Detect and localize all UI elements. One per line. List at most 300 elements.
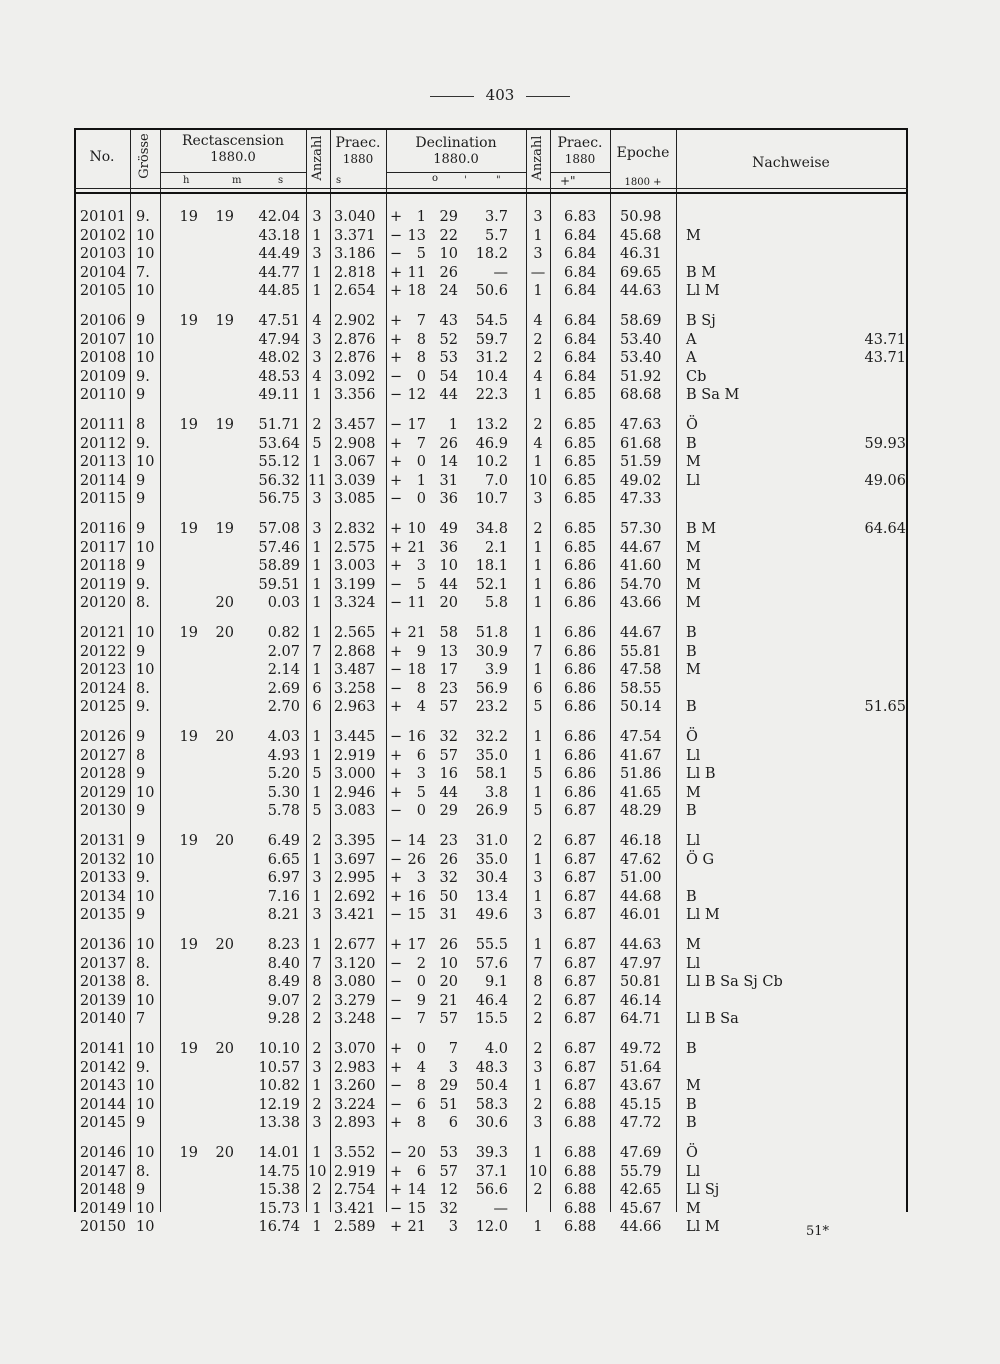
cell-n: 1 <box>312 576 322 593</box>
cell-d: 21 <box>407 539 426 556</box>
cell-no: 20129 <box>79 784 126 801</box>
cell-sg: − <box>390 576 403 593</box>
cell-pd: 6.87 <box>564 888 597 905</box>
cell-dm: 6 <box>448 1115 458 1132</box>
cell-n: 1 <box>312 595 322 612</box>
cell-ds: 30.4 <box>475 870 508 887</box>
cell-ep: 44.67 <box>620 625 662 641</box>
cell-mag: 8 <box>136 417 146 433</box>
cell-dm: 23 <box>439 680 458 697</box>
cell-sg: + <box>390 937 403 953</box>
cell-pd: 6.87 <box>564 803 597 820</box>
cell-pra: 3.224 <box>334 1096 376 1113</box>
cell-pd: 6.85 <box>564 454 597 471</box>
cell-dm: 54 <box>439 368 458 385</box>
table-row <box>74 282 908 300</box>
cell-d: 9 <box>416 643 426 660</box>
cell-mag: 10 <box>136 350 155 367</box>
cell-pd: 6.84 <box>564 264 597 281</box>
table-row <box>74 227 908 245</box>
cell-pra: 3.186 <box>334 246 376 263</box>
table-row <box>74 472 908 490</box>
cell-pra: 3.260 <box>334 1078 376 1095</box>
cell-n2: 4 <box>533 368 543 385</box>
cell-m: 20 <box>215 595 234 612</box>
cell-mag: 9 <box>136 491 146 508</box>
cell-s: 44.85 <box>258 283 300 300</box>
cell-n2: 2 <box>533 331 543 348</box>
cell-nw: B Sa M <box>686 387 740 404</box>
cell-ds: 31.0 <box>475 833 508 849</box>
cell-ds: 12.0 <box>475 1219 508 1236</box>
cell-mag: 10 <box>136 625 155 641</box>
cell-ep: 50.98 <box>620 209 662 225</box>
cell-pd: 6.87 <box>564 833 597 849</box>
cell-s: 15.38 <box>258 1182 300 1199</box>
cell-nw: A <box>686 350 697 367</box>
cell-pra: 2.876 <box>334 331 376 348</box>
header-no: No. <box>89 149 115 165</box>
cell-pd: 6.88 <box>564 1163 597 1180</box>
cell-ep: 50.14 <box>620 699 662 716</box>
cell-s: 5.20 <box>267 766 300 783</box>
cell-ep: 51.92 <box>620 368 662 385</box>
cell-s: 57.08 <box>258 521 300 537</box>
cell-n2: 5 <box>533 766 543 783</box>
cell-ep: 44.68 <box>620 888 662 905</box>
cell-m: 20 <box>215 1145 234 1161</box>
table-row <box>74 1010 908 1028</box>
cell-dm: 49 <box>439 521 458 537</box>
cell-h: 19 <box>179 313 198 329</box>
table-row <box>74 1144 908 1162</box>
cell-s: 47.51 <box>258 313 300 329</box>
table-row <box>74 1040 908 1058</box>
table-row <box>74 264 908 282</box>
table-row <box>74 245 908 263</box>
cell-n2: 10 <box>528 1163 548 1180</box>
header-decl-sec: " <box>496 175 501 186</box>
cell-ds: 10.4 <box>475 368 508 385</box>
cell-ds: 52.1 <box>475 576 508 593</box>
cell-mag: 9. <box>136 209 150 225</box>
cell-ex: 51.65 <box>864 699 906 716</box>
cell-pd: 6.88 <box>564 1200 597 1217</box>
cell-sg: + <box>390 435 403 452</box>
table-row <box>74 973 908 991</box>
cell-ep: 48.29 <box>620 803 662 820</box>
table-row <box>74 349 908 367</box>
cell-pd: 6.86 <box>564 747 597 764</box>
cell-dm: 44 <box>439 784 458 801</box>
cell-mag: 9. <box>136 368 150 385</box>
catalogue-table <box>74 128 908 1236</box>
cell-pd: 6.86 <box>564 558 597 575</box>
cell-no: 20127 <box>79 747 126 764</box>
cell-pra: 3.487 <box>334 662 376 679</box>
cell-mag: 9 <box>136 313 146 329</box>
cell-pd: 6.85 <box>564 491 597 508</box>
cell-ep: 68.68 <box>620 387 662 404</box>
cell-dm: 12 <box>439 1182 458 1199</box>
cell-pra: 2.868 <box>334 643 376 660</box>
cell-ds: 55.5 <box>475 937 508 953</box>
cell-pra: 3.395 <box>334 833 376 849</box>
cell-n: 2 <box>312 1096 322 1113</box>
cell-s: 6.49 <box>267 833 300 849</box>
cell-mag: 8. <box>136 1163 150 1180</box>
cell-sg: − <box>390 368 403 385</box>
cell-d: 14 <box>407 1182 426 1199</box>
cell-n: 2 <box>312 1182 322 1199</box>
cell-pd: 6.87 <box>564 851 597 868</box>
cell-ds: 5.8 <box>484 595 508 612</box>
cell-pd: 6.87 <box>564 907 597 924</box>
cell-mag: 7 <box>136 1011 146 1028</box>
cell-ds: 26.9 <box>475 803 508 820</box>
page-number: 403 <box>0 86 1000 104</box>
cell-dm: 43 <box>439 313 458 329</box>
table-row <box>74 1114 908 1132</box>
cell-d: 15 <box>407 1200 426 1217</box>
cell-no: 20132 <box>79 851 126 868</box>
cell-d: 8 <box>416 350 426 367</box>
cell-no: 20149 <box>79 1200 126 1217</box>
cell-n: 6 <box>312 680 322 697</box>
cell-ep: 55.81 <box>620 643 662 660</box>
cell-pra: 3.000 <box>334 766 376 783</box>
cell-n2: 1 <box>533 729 543 745</box>
cell-h: 19 <box>179 729 198 745</box>
table-row <box>74 936 908 954</box>
cell-d: 18 <box>407 662 426 679</box>
table-row <box>74 416 908 434</box>
cell-sg: + <box>390 558 403 575</box>
cell-n: 2 <box>312 1041 322 1057</box>
cell-pra: 2.589 <box>334 1219 376 1236</box>
table-row <box>74 955 908 973</box>
cell-no: 20114 <box>79 472 126 489</box>
cell-sg: + <box>390 699 403 716</box>
cell-no: 20135 <box>79 907 126 924</box>
cell-ds: 13.2 <box>475 417 508 433</box>
cell-nw: B M <box>686 264 717 281</box>
cell-pd: 6.84 <box>564 313 597 329</box>
cell-h: 19 <box>179 209 198 225</box>
cell-ep: 44.66 <box>620 1219 662 1236</box>
cell-ep: 49.02 <box>620 472 662 489</box>
cell-m: 19 <box>215 209 234 225</box>
cell-n2: 1 <box>533 851 543 868</box>
cell-nw: Ö <box>686 1145 698 1161</box>
cell-sg: + <box>390 283 403 300</box>
cell-ds: 4.0 <box>484 1041 508 1057</box>
cell-dm: 50 <box>439 888 458 905</box>
cell-ds: — <box>493 1200 508 1217</box>
cell-s: 58.89 <box>258 558 300 575</box>
cell-nw: B <box>686 803 697 820</box>
cell-n2: 3 <box>533 1059 543 1076</box>
cell-ds: 23.2 <box>475 699 508 716</box>
cell-pra: 3.199 <box>334 576 376 593</box>
cell-s: 13.38 <box>258 1115 300 1132</box>
cell-no: 20109 <box>79 368 126 385</box>
cell-s: 49.11 <box>258 387 300 404</box>
cell-pra: 2.919 <box>334 1163 376 1180</box>
cell-n2: 4 <box>533 313 543 329</box>
cell-pd: 6.84 <box>564 227 597 244</box>
table-row <box>74 1096 908 1114</box>
cell-n: 1 <box>312 625 322 641</box>
table-row <box>74 490 908 508</box>
cell-mag: 10 <box>136 992 155 1009</box>
cell-no: 20139 <box>79 992 126 1009</box>
cell-no: 20138 <box>79 974 126 991</box>
cell-no: 20128 <box>79 766 126 783</box>
table-row <box>74 698 908 716</box>
cell-no: 20118 <box>79 558 126 575</box>
cell-pd: 6.86 <box>564 680 597 697</box>
table-row <box>74 1218 908 1236</box>
cell-pd: 6.86 <box>564 662 597 679</box>
cell-nw: M <box>686 1078 701 1095</box>
cell-nw: Ll B <box>686 766 716 783</box>
cell-pra: 2.654 <box>334 283 376 300</box>
cell-n2: 1 <box>533 227 543 244</box>
cell-d: 13 <box>407 227 426 244</box>
cell-sg: + <box>390 350 403 367</box>
cell-pra: 3.080 <box>334 974 376 991</box>
header-ra-m: m <box>232 175 242 186</box>
cell-n: 3 <box>312 209 322 225</box>
cell-mag: 8 <box>136 747 146 764</box>
cell-d: 5 <box>416 784 426 801</box>
cell-ep: 44.67 <box>620 539 662 556</box>
cell-nw: Ll <box>686 955 701 972</box>
cell-pra: 2.946 <box>334 784 376 801</box>
cell-ds: 15.5 <box>475 1011 508 1028</box>
cell-h: 19 <box>179 417 198 433</box>
table-row <box>74 435 908 453</box>
cell-n: 1 <box>312 1219 322 1236</box>
cell-dm: 51 <box>439 1096 458 1113</box>
cell-pd: 6.87 <box>564 1011 597 1028</box>
cell-pra: 3.258 <box>334 680 376 697</box>
cell-nw: B <box>686 888 697 905</box>
cell-n2: 7 <box>533 955 543 972</box>
cell-sg: + <box>390 1041 403 1057</box>
cell-n: 1 <box>312 784 322 801</box>
cell-pra: 2.692 <box>334 888 376 905</box>
cell-no: 20110 <box>79 387 126 404</box>
cell-dm: 44 <box>439 387 458 404</box>
cell-no: 20146 <box>79 1145 126 1161</box>
header-decl-deg: o <box>432 173 439 184</box>
cell-dm: 53 <box>439 1145 458 1161</box>
cell-no: 20116 <box>79 521 126 537</box>
cell-mag: 9. <box>136 699 150 716</box>
cell-dm: 57 <box>439 1163 458 1180</box>
cell-mag: 10 <box>136 784 155 801</box>
cell-n2: 1 <box>533 747 543 764</box>
cell-nw: B <box>686 1096 697 1113</box>
cell-nw: M <box>686 595 701 612</box>
cell-no: 20131 <box>79 833 126 849</box>
cell-dm: 22 <box>439 227 458 244</box>
cell-ds: 51.8 <box>475 625 508 641</box>
cell-nw: M <box>686 454 701 471</box>
cell-n: 1 <box>312 662 322 679</box>
table-row <box>74 208 908 226</box>
cell-ds: 50.6 <box>475 283 508 300</box>
cell-pd: 6.85 <box>564 435 597 452</box>
cell-d: 26 <box>407 851 426 868</box>
cell-mag: 10 <box>136 454 155 471</box>
cell-ds: 34.8 <box>475 521 508 537</box>
cell-ds: 56.6 <box>475 1182 508 1199</box>
cell-d: 6 <box>416 1096 426 1113</box>
cell-ds: 22.3 <box>475 387 508 404</box>
cell-sg: − <box>390 1011 403 1028</box>
cell-dm: 20 <box>439 595 458 612</box>
cell-dm: 3 <box>448 1219 458 1236</box>
cell-ep: 41.65 <box>620 784 662 801</box>
cell-ex: 43.71 <box>864 331 906 348</box>
cell-d: 0 <box>416 368 426 385</box>
cell-sg: − <box>390 833 403 849</box>
cell-s: 12.19 <box>258 1096 300 1113</box>
table-row <box>74 851 908 869</box>
cell-nw: Ll M <box>686 1219 720 1236</box>
cell-ep: 47.62 <box>620 851 662 868</box>
cell-n2: 1 <box>533 539 543 556</box>
cell-ds: 30.9 <box>475 643 508 660</box>
cell-s: 57.46 <box>258 539 300 556</box>
cell-ds: 54.5 <box>475 313 508 329</box>
cell-n: 6 <box>312 699 322 716</box>
cell-ds: 59.7 <box>475 331 508 348</box>
cell-nw: M <box>686 1200 701 1217</box>
header-epoche: Epoche <box>616 145 670 161</box>
cell-sg: − <box>390 680 403 697</box>
cell-dm: 21 <box>439 992 458 1009</box>
cell-ds: 18.1 <box>475 558 508 575</box>
cell-nw: B <box>686 435 697 452</box>
cell-ep: 58.55 <box>620 680 662 697</box>
cell-s: 7.16 <box>267 888 300 905</box>
table-row <box>74 765 908 783</box>
cell-n2: 3 <box>533 246 543 263</box>
cell-dm: 10 <box>439 955 458 972</box>
cell-dm: 53 <box>439 350 458 367</box>
cell-nw: Ll M <box>686 283 720 300</box>
cell-nw: B <box>686 1041 697 1057</box>
cell-nw: Ö <box>686 417 698 433</box>
cell-sg: − <box>390 595 403 612</box>
cell-ep: 46.31 <box>620 246 662 263</box>
cell-n2: 1 <box>533 454 543 471</box>
table-row <box>74 832 908 850</box>
cell-mag: 10 <box>136 227 155 244</box>
header-ra-h: h <box>183 175 190 186</box>
cell-dm: 29 <box>439 1078 458 1095</box>
table-row <box>74 368 908 386</box>
cell-no: 20101 <box>79 209 126 225</box>
cell-s: 8.21 <box>267 907 300 924</box>
cell-pra: 3.085 <box>334 491 376 508</box>
cell-pd: 6.88 <box>564 1115 597 1132</box>
cell-m: 20 <box>215 729 234 745</box>
cell-mag: 9 <box>136 766 146 783</box>
cell-pra: 2.902 <box>334 313 376 329</box>
cell-sg: − <box>390 1145 403 1161</box>
cell-ds: 2.1 <box>484 539 508 556</box>
header-groesse: Grösse <box>137 133 152 179</box>
cell-dm: 32 <box>439 1200 458 1217</box>
cell-ds: 5.7 <box>484 227 508 244</box>
cell-d: 14 <box>407 833 426 849</box>
cell-mag: 8. <box>136 955 150 972</box>
cell-sg: + <box>390 643 403 660</box>
cell-pra: 3.324 <box>334 595 376 612</box>
cell-no: 20126 <box>79 729 126 745</box>
cell-ep: 69.65 <box>620 264 662 281</box>
cell-s: 53.64 <box>258 435 300 452</box>
cell-pra: 2.919 <box>334 747 376 764</box>
cell-nw: M <box>686 662 701 679</box>
cell-no: 20117 <box>79 539 126 556</box>
table-row <box>74 992 908 1010</box>
cell-ep: 44.63 <box>620 937 662 953</box>
cell-d: 4 <box>416 1059 426 1076</box>
footer-mark: 51* <box>806 1224 830 1239</box>
cell-dm: 58 <box>439 625 458 641</box>
cell-mag: 10 <box>136 246 155 263</box>
table-row <box>74 1200 908 1218</box>
cell-ds: 48.3 <box>475 1059 508 1076</box>
cell-d: 21 <box>407 625 426 641</box>
cell-n: 1 <box>312 454 322 471</box>
cell-dm: 7 <box>448 1041 458 1057</box>
cell-n2: 2 <box>533 417 543 433</box>
cell-dm: 31 <box>439 472 458 489</box>
cell-s: 14.75 <box>258 1163 300 1180</box>
cell-n: 2 <box>312 833 322 849</box>
cell-d: 0 <box>416 454 426 471</box>
cell-pd: 6.85 <box>564 539 597 556</box>
cell-sg: − <box>390 992 403 1009</box>
cell-s: 59.51 <box>258 576 300 593</box>
cell-mag: 8. <box>136 595 150 612</box>
cell-sg: − <box>390 662 403 679</box>
cell-pra: 3.083 <box>334 803 376 820</box>
cell-pd: 6.86 <box>564 729 597 745</box>
cell-d: 17 <box>407 937 426 953</box>
cell-n2: 2 <box>533 1011 543 1028</box>
cell-pd: 6.88 <box>564 1219 597 1236</box>
cell-sg: − <box>390 491 403 508</box>
cell-sg: − <box>390 246 403 263</box>
cell-sg: + <box>390 1163 403 1180</box>
cell-nw: B Sj <box>686 313 716 329</box>
cell-dm: 26 <box>439 264 458 281</box>
cell-nw: M <box>686 227 701 244</box>
cell-ep: 45.67 <box>620 1200 662 1217</box>
cell-sg: + <box>390 472 403 489</box>
cell-mag: 8. <box>136 974 150 991</box>
cell-mag: 10 <box>136 662 155 679</box>
cell-ep: 47.54 <box>620 729 662 745</box>
